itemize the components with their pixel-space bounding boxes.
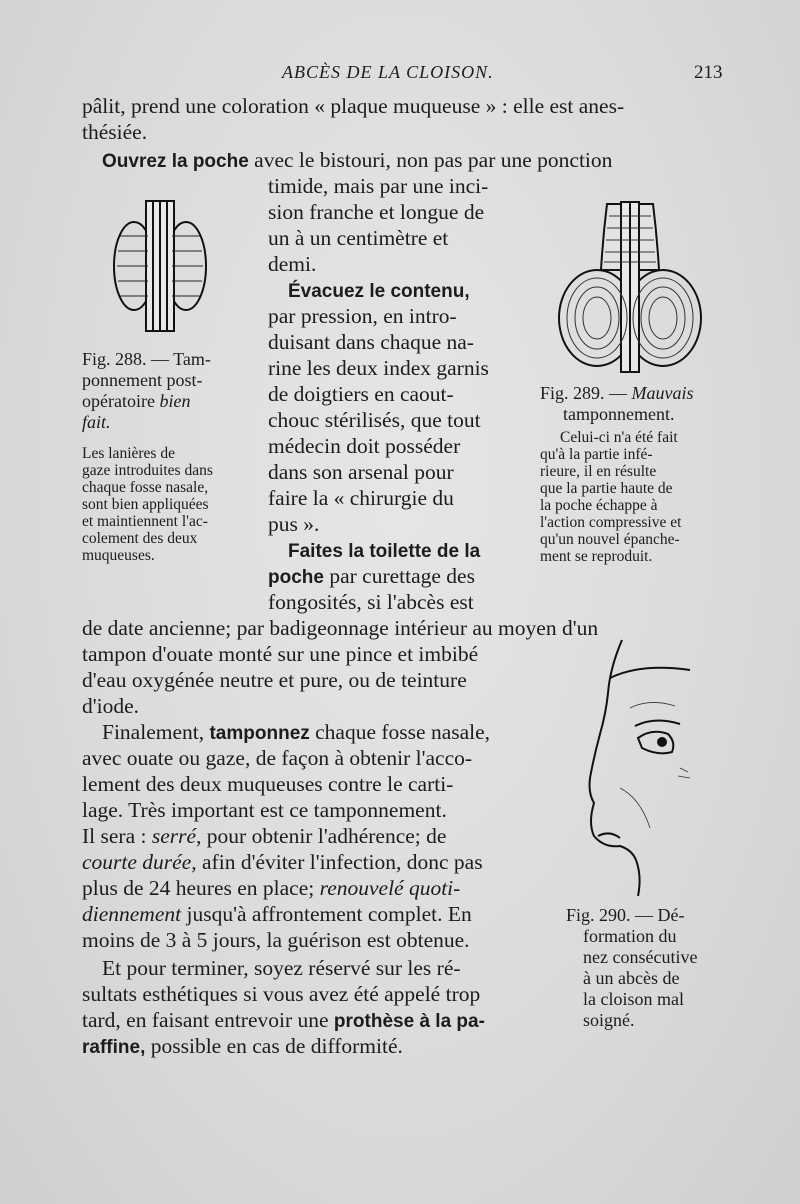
body-line — [102, 147, 612, 175]
figure-289-caption: tamponnement. — [563, 404, 675, 424]
body-line: pus ». — [268, 512, 320, 536]
caption-text: opératoire — [82, 391, 160, 411]
body-text: pour obtenir l'adhérence; de — [201, 824, 447, 848]
figure-289-description: Celui-ci n'a été fait — [560, 429, 678, 446]
figure-288-description: muqueuses. — [82, 547, 155, 564]
figure-289-description: qu'à la partie infé- — [540, 446, 653, 463]
body-line: faire la « chirurgie du — [268, 486, 454, 510]
body-line: pâlit, prend une coloration « plaque muqueuse » : elle est anes- — [82, 94, 625, 118]
bold-instruction: Faites la toilette de la — [288, 541, 481, 562]
figure-289-description: qu'un nouvel épanche- — [540, 531, 680, 548]
body-line: Et pour terminer, soyez réservé sur les ré- — [102, 956, 461, 980]
bold-instruction: Évacuez le contenu, — [288, 281, 470, 302]
figure-290-caption: la cloison mal — [583, 989, 684, 1009]
body-line: chouc stérilisés, que tout — [268, 408, 481, 432]
bold-instruction: tamponnez — [209, 723, 310, 744]
body-line: sultats esthétiques si vous avez été appelé trop — [82, 982, 481, 1006]
figure-288-description: Les lanières de — [82, 445, 175, 462]
figure-288-description: sont bien appliquées — [82, 496, 209, 513]
body-text: possible en cas de difformité. — [145, 1034, 403, 1058]
body-line — [82, 823, 446, 849]
body-line: rine les deux index garnis — [268, 356, 489, 380]
figure-289-description: rieure, il en résulte — [540, 463, 657, 480]
figure-290-caption: soigné. — [583, 1010, 635, 1030]
body-line — [288, 277, 470, 305]
body-text: Finalement, — [102, 720, 210, 744]
figure-288-description: gaze introduites dans — [82, 462, 213, 479]
figure-288-description: chaque fosse nasale, — [82, 479, 209, 496]
figure-290-caption: formation du — [583, 926, 677, 946]
body-text: plus de 24 heures en place; — [82, 876, 320, 900]
body-line — [82, 875, 460, 901]
italic-text: serré, — [151, 824, 202, 848]
body-line: de doigtiers en caout- — [268, 382, 454, 406]
running-header — [0, 58, 800, 88]
figure-288-illustration — [112, 196, 208, 336]
body-text: chaque fosse nasale, — [309, 720, 491, 744]
body-line: de date ancienne; par badigeonnage intérieur au moyen d'un — [82, 616, 599, 640]
body-text: par curettage des — [323, 564, 475, 588]
caption-italic: fait. — [82, 412, 111, 432]
caption-italic: bien — [159, 391, 191, 411]
body-line: dans son arsenal pour — [268, 460, 454, 484]
body-line: lement des deux muqueuses contre le carti- — [82, 772, 454, 796]
italic-text: diennement — [82, 902, 182, 926]
caption-text: Fig. 289. — — [540, 383, 632, 403]
bold-instruction: Ouvrez la poche — [102, 151, 249, 172]
body-line: d'iode. — [82, 694, 140, 718]
caption-italic: Mauvais — [631, 383, 694, 403]
figure-290-caption: Fig. 290. — Dé- — [566, 905, 685, 925]
body-line: par pression, en intro- — [268, 304, 457, 328]
body-line: un à un centimètre et — [268, 226, 449, 250]
body-line — [82, 1007, 485, 1035]
bold-instruction: poche — [268, 567, 324, 588]
body-line: tampon d'ouate monté sur une pince et imbibé — [82, 642, 479, 666]
body-line — [288, 537, 480, 565]
body-line: fongosités, si l'abcès est — [268, 590, 474, 614]
figure-289-description: ment se reproduit. — [540, 548, 653, 565]
italic-text: courte durée, — [82, 850, 197, 874]
body-line — [82, 849, 483, 875]
bold-instruction: raffine, — [82, 1037, 146, 1058]
body-line: médecin doit posséder — [268, 434, 461, 458]
body-text: Il sera : — [82, 824, 152, 848]
body-line: lage. Très important est ce tamponnement. — [82, 798, 447, 822]
body-line — [82, 901, 472, 927]
body-line: timide, mais par une inci- — [268, 174, 489, 198]
figure-288-caption — [82, 412, 111, 433]
body-line: avec ouate ou gaze, de façon à obtenir l'acco- — [82, 746, 473, 770]
figure-290-caption: à un abcès de — [583, 968, 680, 988]
body-line: moins de 3 à 5 jours, la guérison est obtenue. — [82, 928, 470, 952]
figure-288-caption: Fig. 288. — Tam- — [82, 349, 211, 369]
body-text: jusqu'à affrontement complet. En — [181, 902, 472, 926]
figure-288-caption — [82, 391, 190, 412]
body-line — [268, 563, 475, 591]
body-line: d'eau oxygénée neutre et pure, ou de teinture — [82, 668, 467, 692]
body-text: avec le bistouri, non pas par une ponction — [248, 148, 613, 172]
body-text: tard, en faisant entrevoir une — [82, 1008, 334, 1032]
figure-289-description: que la partie haute de — [540, 480, 673, 497]
figure-289-illustration — [555, 196, 705, 374]
figure-290-caption: nez consécutive — [583, 947, 698, 967]
body-text: afin d'éviter l'infection, donc pas — [196, 850, 483, 874]
page-number: 213 — [694, 62, 723, 83]
figure-290-illustration — [580, 638, 720, 898]
body-line: demi. — [268, 252, 317, 276]
figure-289-caption — [540, 383, 694, 404]
italic-text: renouvelé quoti- — [319, 876, 461, 900]
figure-289-description: l'action compressive et — [540, 514, 682, 531]
header-title: ABCÈS DE LA CLOISON. — [282, 62, 494, 82]
body-line — [82, 1033, 403, 1061]
figure-288-description: colement des deux — [82, 530, 198, 547]
figure-288-description: et maintiennent l'ac- — [82, 513, 208, 530]
body-line: sion franche et longue de — [268, 200, 485, 224]
body-line: thésiée. — [82, 120, 148, 144]
figure-289-description: la poche échappe à — [540, 497, 658, 514]
body-line — [102, 719, 490, 747]
figure-288-caption: ponnement post- — [82, 370, 203, 390]
body-line: duisant dans chaque na- — [268, 330, 474, 354]
bold-instruction: prothèse à la pa- — [333, 1011, 485, 1032]
